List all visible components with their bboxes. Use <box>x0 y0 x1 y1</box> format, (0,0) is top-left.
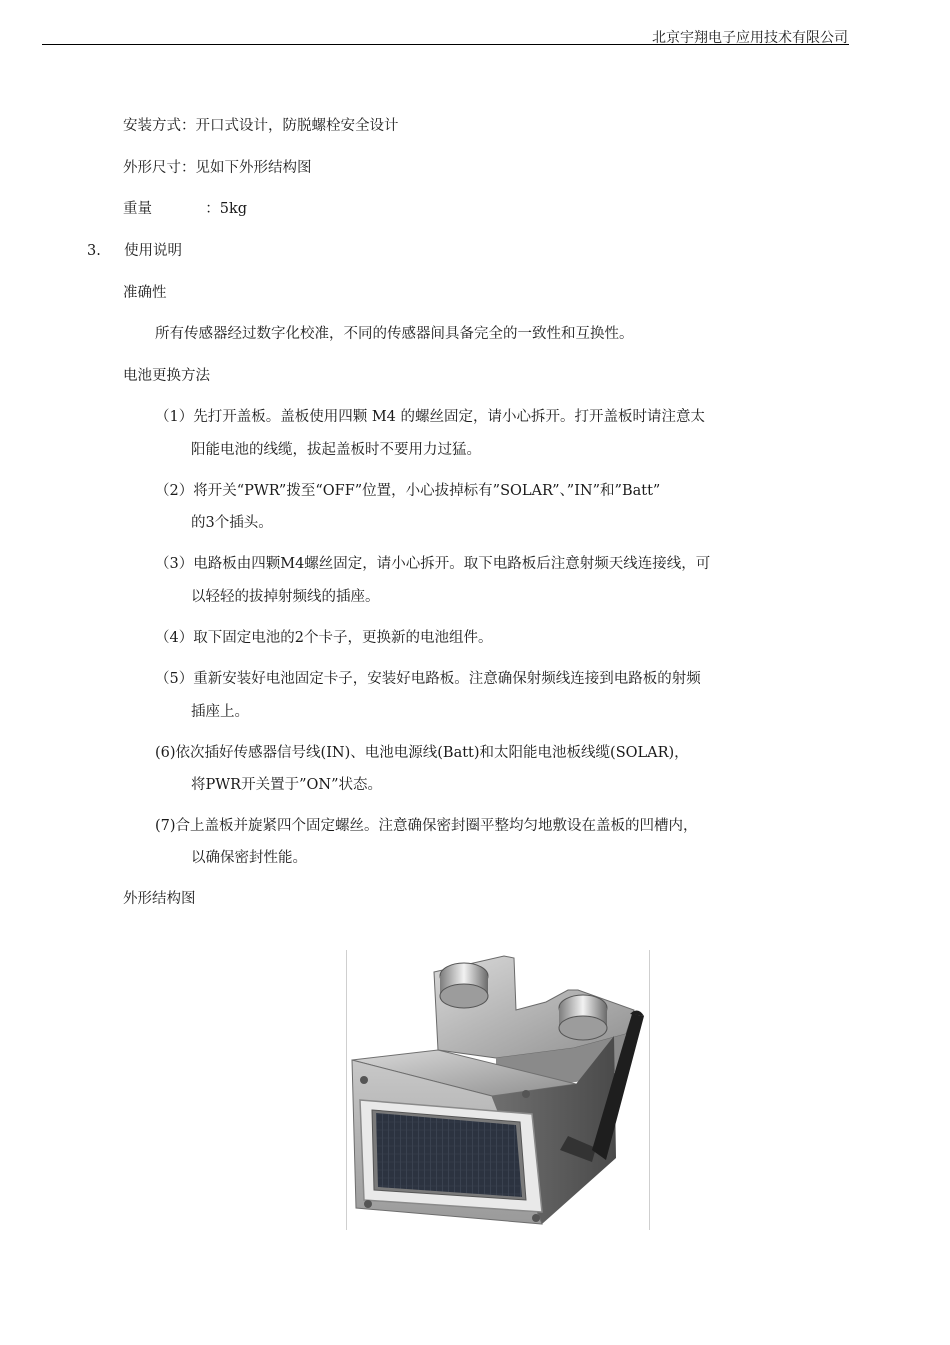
battery-step-7-line1: (7)合上盖板并旋紧四个固定螺丝。注意确保密封圈平整均匀地敷设在盖板的凹槽内， <box>155 818 698 834</box>
spec-weight-label: 重量 <box>123 201 152 217</box>
device-illustration <box>346 950 650 1230</box>
battery-step-1-line2: 阳能电池的线缆，拔起盖板时不要用力过猛。 <box>191 442 481 458</box>
header-divider <box>42 44 849 45</box>
structure-heading: 外形结构图 <box>123 891 196 907</box>
battery-step-3-line1: （3）电路板由四颗M4螺丝固定，请小心拆开。取下电路板后注意射频天线连接线，可 <box>155 556 711 572</box>
battery-step-6-line2: 将PWR开关置于”ON”状态。 <box>191 777 382 793</box>
spec-size: 外形尺寸：见如下外形结构图 <box>123 160 312 176</box>
battery-step-1-line1: （1）先打开盖板。盖板使用四颗 M4 的螺丝固定，请小心拆开。打开盖板时请注意太 <box>155 409 706 425</box>
battery-step-5-line1: （5）重新安装好电池固定卡子，安装好电路板。注意确保射频线连接到电路板的射频 <box>155 671 701 687</box>
accuracy-heading: 准确性 <box>123 285 167 301</box>
battery-step-3-line2: 以轻轻的拔掉射频线的插座。 <box>191 589 380 605</box>
spec-weight <box>123 202 247 217</box>
section-heading <box>87 244 182 259</box>
spec-install: 安装方式：开口式设计，防脱螺栓安全设计 <box>123 118 399 134</box>
wireless-sensor-device-photo <box>346 950 650 1230</box>
battery-step-2-line1: （2）将开关“PWR”拨至“OFF”位置，小心拔掉标有”SOLAR”、”IN”和”Batt” <box>155 483 661 499</box>
accuracy-text: 所有传感器经过数字化校准，不同的传感器间具备完全的一致性和互换性。 <box>155 326 634 342</box>
figure-frame-right <box>649 950 650 1230</box>
battery-step-6-line1: (6)依次插好传感器信号线(IN)、电池电源线(Batt)和太阳能电池板线缆(SOLAR)， <box>155 745 689 761</box>
section-number: 3. <box>87 243 101 259</box>
battery-heading: 电池更换方法 <box>123 368 210 384</box>
battery-step-4-line1: （4）取下固定电池的2个卡子，更换新的电池组件。 <box>155 630 493 646</box>
battery-step-2-line2: 的3个插头。 <box>191 515 273 531</box>
battery-step-5-line2: 插座上。 <box>191 704 249 720</box>
section-title: 使用说明 <box>124 243 183 259</box>
figure-frame-left <box>346 950 347 1230</box>
header-company-name: 北京宇翔电子应用技术有限公司 <box>652 30 848 46</box>
battery-step-7-line2: 以确保密封性能。 <box>191 850 307 866</box>
spec-weight-value: ：5kg <box>205 201 248 217</box>
